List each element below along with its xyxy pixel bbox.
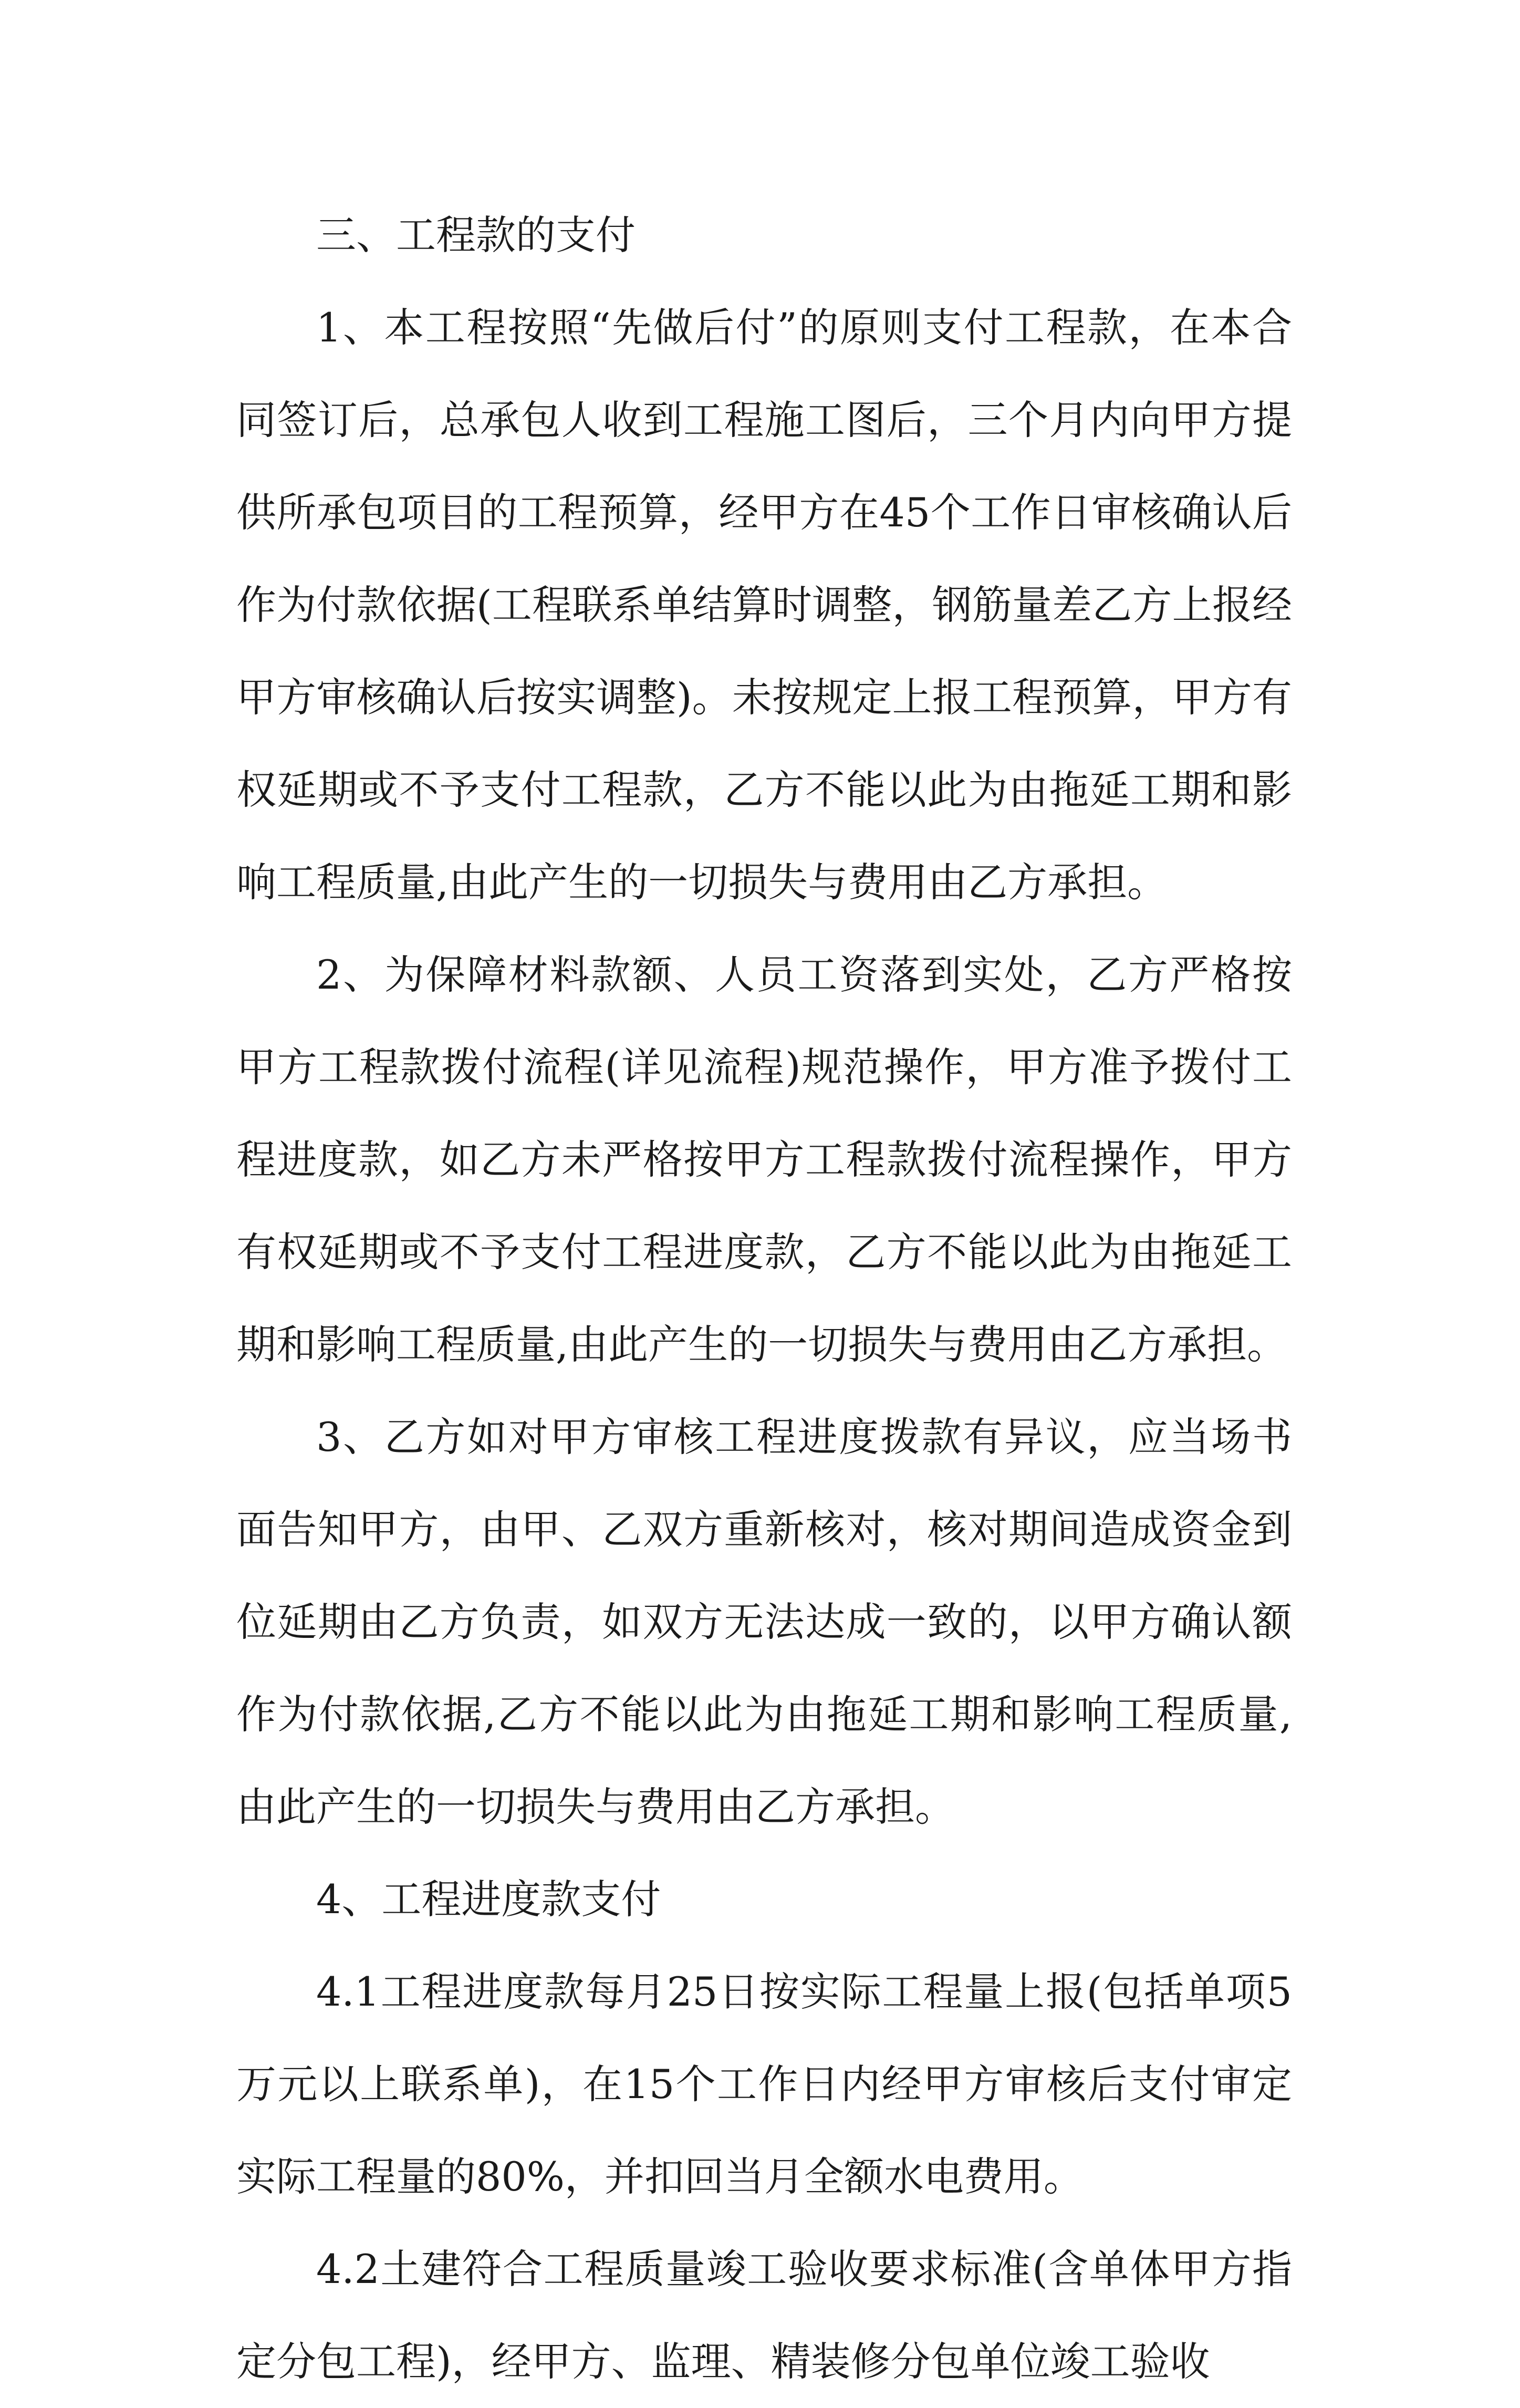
clause-4-1-paragraph: 4.1工程进度款每月25日按实际工程量上报(包括单项5万元以上联系单)，在15个工作日内经甲方审核后支付审定实际工程量的80%，并扣回当月全额水电费用。 — [236, 1968, 1292, 2200]
clause-1-paragraph: 1、本工程按照“先做后付”的原则支付工程款，在本合同签订后，总承包人收到工程施工图后，三个月内向甲方提供所承包项目的工程预算，经甲方在45个工作日审核确认后作为付款依据(工程联系单结算时调整，钢筋量差乙方上报经甲方审核确认后按实调整)。未按规定上报工程预算，甲方有权延期或不予支付工程款，乙方不能以此为由拖延工期和影响工程质量,由此产生的一切损失与费用由乙方承担。 — [236, 304, 1292, 906]
section-heading-payment: 三、工程款的支付 — [316, 212, 636, 258]
clause-3-paragraph: 3、乙方如对甲方审核工程进度拨款有异议，应当场书面告知甲方，由甲、乙双方重新核对，核对期间造成资金到位延期由乙方负责，如双方无法达成一致的，以甲方确认额作为付款依据,乙方不能以此为由拖延工期和影响工程质量,由此产生的一切损失与费用由乙方承担。 — [236, 1414, 1292, 1830]
document-body — [236, 189, 1292, 2408]
clause-2-paragraph: 2、为保障材料款额、人员工资落到实处，乙方严格按甲方工程款拨付流程(详见流程)规范操作，甲方准予拨付工程进度款，如乙方未严格按甲方工程款拨付流程操作，甲方有权延期或不予支付工程进度款，乙方不能以此为由拖延工期和影响工程质量,由此产生的一切损失与费用由乙方承担。 — [236, 951, 1292, 1368]
clause-4-heading: 4、工程进度款支付 — [316, 1876, 661, 1923]
clause-4-2-paragraph: 4.2土建符合工程质量竣工验收要求标准(含单体甲方指定分包工程)，经甲方、监理、精装修分包单位竣工验收 — [236, 2246, 1292, 2385]
